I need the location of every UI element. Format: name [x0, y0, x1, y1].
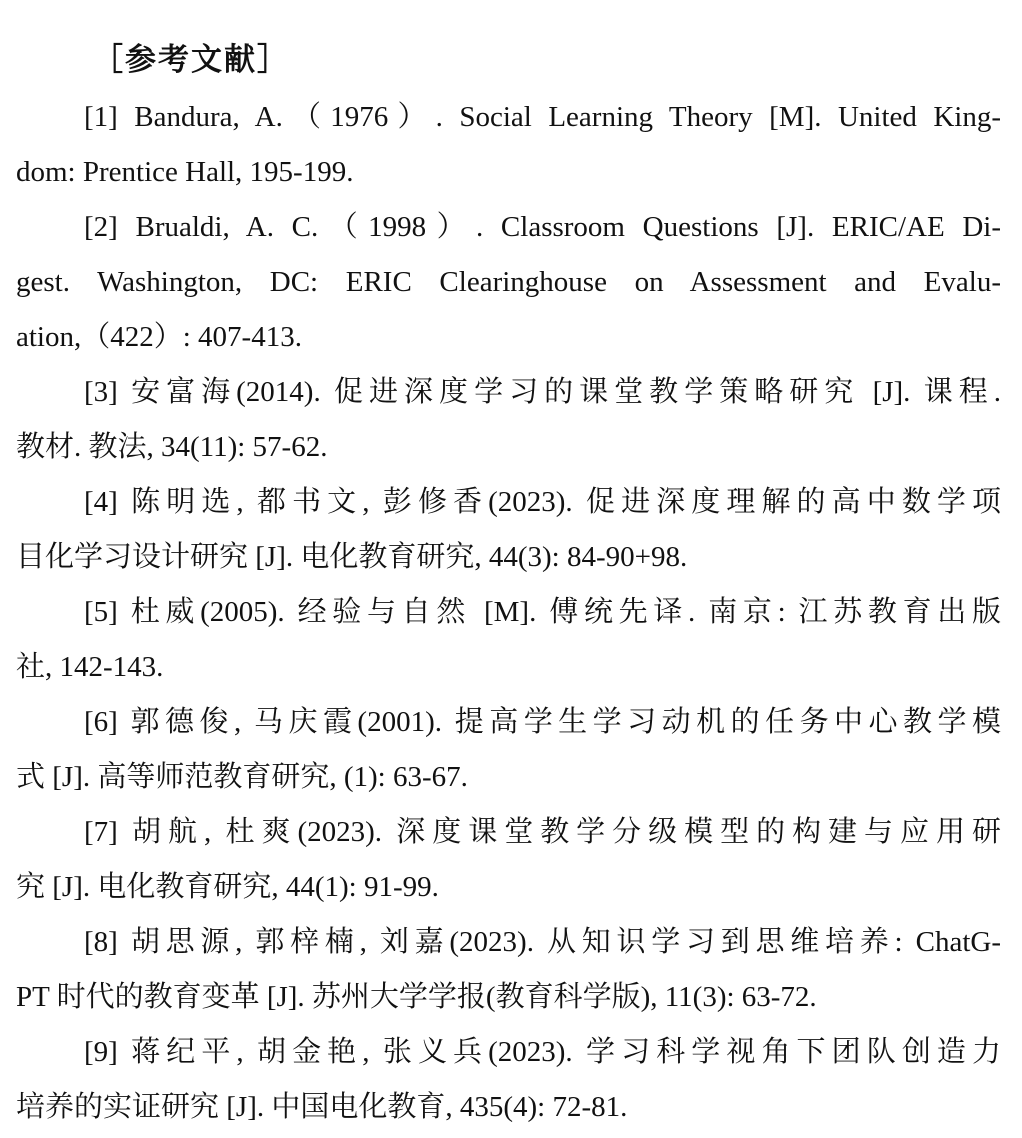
reference-line: 教材. 教法, 34(11): 57-62. — [16, 431, 328, 463]
reference-line: [3] 安富海(2014). 促进深度学习的课堂教学策略研究 [J]. 课程. — [84, 376, 1001, 408]
reference-line: PT 时代的教育变革 [J]. 苏州大学学报(教育科学版), 11(3): 63-72. — [16, 981, 817, 1013]
reference-entry — [16, 365, 1001, 475]
reference-entry — [16, 475, 1001, 585]
reference-line: 社, 142-143. — [16, 651, 164, 683]
reference-line: [5] 杜威(2005). 经验与自然 [M]. 傅统先译. 南京: 江苏教育出版 — [84, 596, 1001, 628]
reference-line: [4] 陈明选, 都书文, 彭修香(2023). 促进深度理解的高中数学项 — [84, 486, 1001, 518]
reference-line: ation,（422）: 407-413. — [16, 321, 302, 353]
reference-line: [8] 胡思源, 郭梓楠, 刘嘉(2023). 从知识学习到思维培养: ChatG- — [84, 926, 1001, 958]
reference-entry — [16, 805, 1001, 915]
reference-line: gest. Washington, DC: ERIC Clearinghouse on Assessment and Evalu- — [16, 266, 1001, 298]
reference-line: dom: Prentice Hall, 195-199. — [16, 156, 354, 188]
reference-line: [2] Brualdi, A. C.（1998）. Classroom Questions [J]. ERIC/AE Di- — [84, 211, 1001, 243]
reference-line: [7] 胡航, 杜爽(2023). 深度课堂教学分级模型的构建与应用研 — [84, 816, 1001, 848]
reference-entry — [16, 695, 1001, 805]
reference-entry — [16, 1025, 1001, 1135]
reference-entry — [16, 200, 1001, 365]
reference-line: [6] 郭德俊, 马庆霞(2001). 提高学生学习动机的任务中心教学模 — [84, 706, 1001, 738]
reference-line: [9] 蒋纪平, 胡金艳, 张义兵(2023). 学习科学视角下团队创造力 — [84, 1036, 1001, 1068]
reference-line: [1] Bandura, A.（1976）. Social Learning Theory [M]. United King- — [84, 101, 1001, 133]
reference-line: 式 [J]. 高等师范教育研究, (1): 63-67. — [16, 761, 468, 793]
reference-line: 究 [J]. 电化教育研究, 44(1): 91-99. — [16, 871, 439, 903]
reference-entry — [16, 585, 1001, 695]
reference-line: 培养的实证研究 [J]. 中国电化教育, 435(4): 72-81. — [16, 1091, 628, 1123]
reference-entry — [16, 915, 1001, 1025]
reference-list — [16, 90, 1001, 1135]
references-heading: ［参考文献］ — [92, 42, 290, 78]
reference-line: 目化学习设计研究 [J]. 电化教育研究, 44(3): 84-90+98. — [16, 541, 688, 573]
reference-entry — [16, 90, 1001, 200]
